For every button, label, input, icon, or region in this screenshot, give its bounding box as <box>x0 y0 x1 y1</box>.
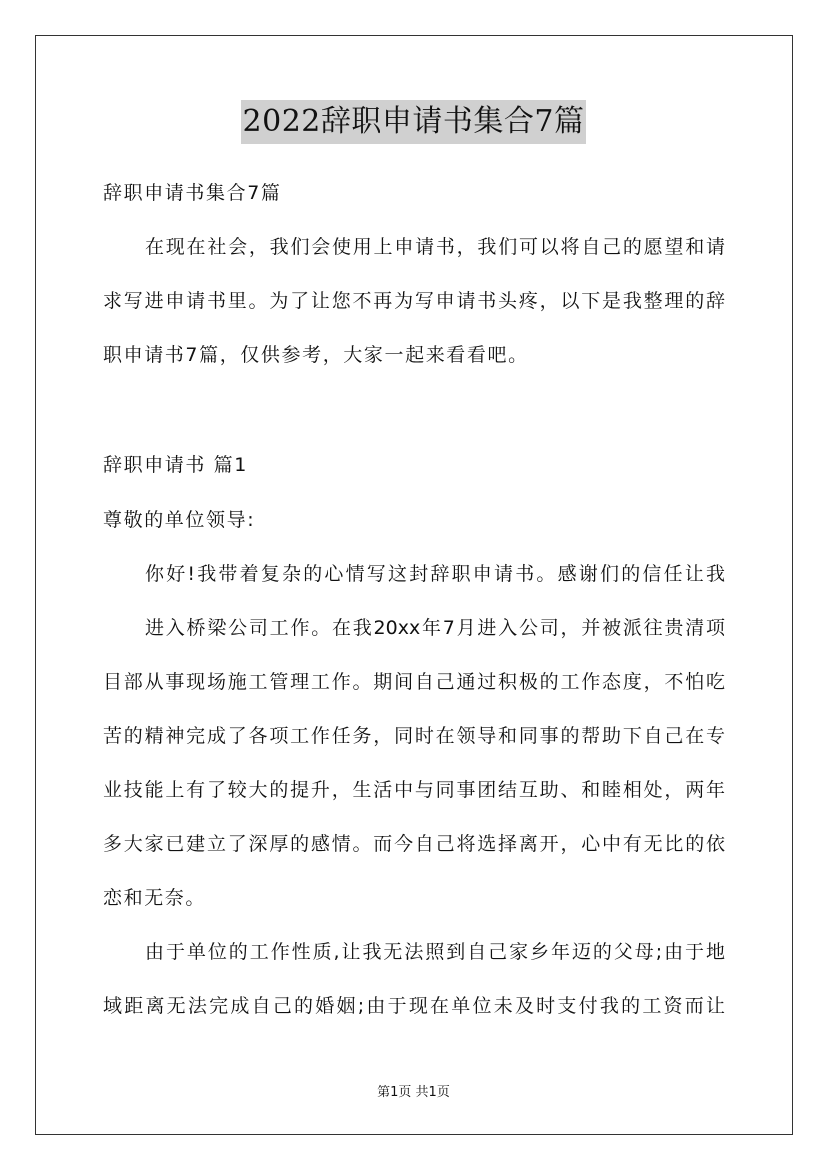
body-line: 恋和无奈。 <box>103 887 207 909</box>
body-line: 多大家已建立了深厚的感情。而今自己将选择离开，心中有无比的依 <box>103 833 725 855</box>
body-line: 进入桥梁公司工作。在我20xx年7月进入公司，并被派往贵清项 <box>145 617 725 639</box>
document-subtitle: 辞职申请书集合7篇 <box>103 182 282 204</box>
intro-line: 求写进申请书里。为了让您不再为写申请书头疼，以下是我整理的辞 <box>103 290 725 312</box>
title-container <box>0 100 827 144</box>
body-line: 域距离无法完成自己的婚姻;由于现在单位未及时支付我的工资而让 <box>103 995 725 1017</box>
body-line: 苦的精神完成了各项工作任务，同时在领导和同事的帮助下自己在专 <box>103 725 725 747</box>
page-footer: 第1页 共1页 <box>377 1085 450 1100</box>
salutation: 尊敬的单位领导: <box>103 509 256 531</box>
body-line: 你好!我带着复杂的心情写这封辞职申请书。感谢们的信任让我 <box>145 563 725 585</box>
intro-line: 在现在社会，我们会使用上申请书，我们可以将自己的愿望和请 <box>145 236 725 258</box>
body-line: 由于单位的工作性质,让我无法照到自己家乡年迈的父母;由于地 <box>145 941 725 963</box>
body-line: 业技能上有了较大的提升，生活中与同事团结互助、和睦相处，两年 <box>103 779 725 801</box>
section-heading: 辞职申请书 篇1 <box>103 454 248 476</box>
body-line: 目部从事现场施工管理工作。期间自己通过积极的工作态度，不怕吃 <box>103 671 725 693</box>
document-title: 2022辞职申请书集合7篇 <box>241 100 587 144</box>
intro-line: 职申请书7篇，仅供参考，大家一起来看看吧。 <box>103 344 529 366</box>
